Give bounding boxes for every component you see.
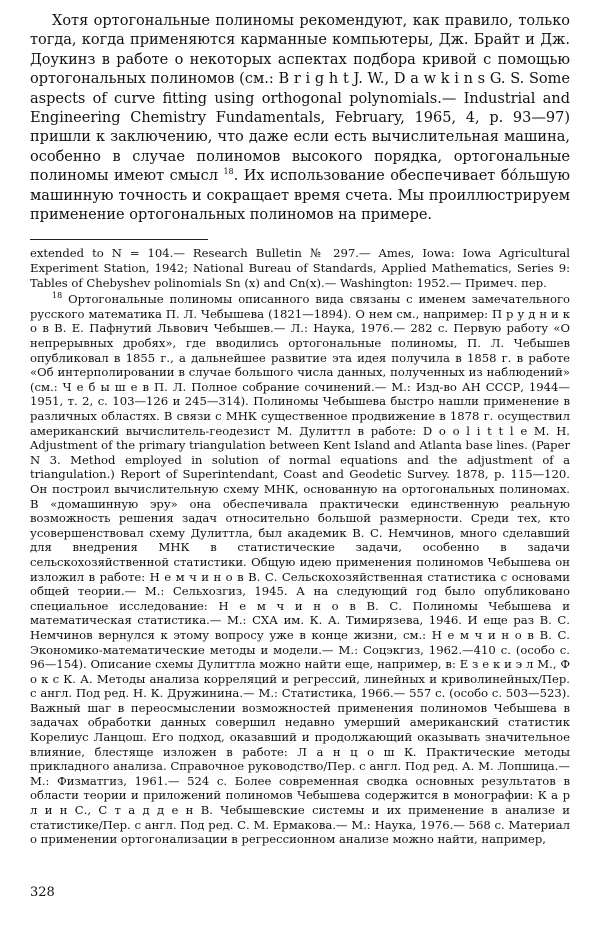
footnote-continuation: extended to N = 104.— Research Bulletin № 297.— Ames, Iowa: Iowa Agricultural Experiment Station, 1942; National Bureau of Standards, Applied Mathematics, Series 9: Tables of Chebyshev polinomials Sn (x) and Cn(x).— Washington: 1952.— Примеч. пер. bbox=[30, 246, 570, 290]
footnote-separator bbox=[30, 239, 208, 240]
footnote-ref-18: 18 bbox=[223, 167, 234, 177]
main-text: Хотя ортогональные полиномы рекомендуют, как правило, только тогда, когда применяются карманные компьютеры, Дж. Брайт и Дж. Доукинз в работе о некоторых аспектах подбора кривой с помощью ортогональных полиномов (см.: B r i g h t J. W., D a w k i n s G. S. Some aspects of curve fitting using orthogonal polynomials.— Industrial and Engineering Chemistry Fundamentals, February, 1965, 4, p. 93—97) пришли к заключению, что даже если есть вычислительная машина, особенно в случае полиномов высокого порядка, ортогональные полиномы имеют смысл bbox=[30, 13, 570, 185]
footnote-18-marker: 18 bbox=[52, 291, 63, 301]
main-paragraph bbox=[30, 12, 570, 225]
footnote-18 bbox=[30, 292, 570, 847]
page-number: 328 bbox=[30, 885, 55, 900]
main-text-end: . Их использование обеспечивает бо́льшую машинную точность и сокращает время счета. Мы проиллюстрируем применение ортогональных полиномов на примере. bbox=[30, 168, 570, 224]
footnote-18-text: Ортогональные полиномы описанного вида связаны с именем замечательного русского математика П. Л. Чебышева (1821—1894). О нем см., например: П р у д н и к о в В. Е. Пафнутий Львович Чебышев.— Л.: Наука, 1976.— 282 с. Первую работу «О непрерывных дробях», где вводились ортогональные полиномы, П. Л. Чебышев опубликовал в 1855 г., а дальнейшее развитие эта идея получила в 1858 г. в работе «Об интерполировании в случае большого числа данных, полученных из наблюдений» (см.: Ч е б ы ш е в П. Л. Полное собрание сочинений.— М.: Изд-во АН СССР, 1944—1951, т. 2, с. 103—126 и 245—314). Полиномы Чебышева быстро нашли применение в различных областях. В связи с МНК существенное продвижение в 1878 г. осуществил американский вычислитель-геодезист М. Дулиттл в работе: D o o l i t t l e M. H. Adjustment of the primary triangulation between Kent Island and Atlanta base lines. (Paper N 3. Method employed in solution of normal equations and the adjustment of a triangulation.) Report of Superintendant, Coast and Geodetic Survey. 1878, p. 115—120. Он построил вычислительную схему МНК, основанную на ортогональных полиномах. В «домашинную эру» она обеспечивала практически единственную реальную возможность решения задач относительно большой размерности. Среди тех, кто усовершенствовал схему Дулиттла, был академик В. С. Немчинов, много сделавший для внедрения МНК в статистические задачи, особенно в задачи сельскохозяйственной статистики. Общую идею применения полиномов Чебышева он изложил в работе: Н е м ч и н о в В. С. Сельскохозяйственная статистика с основами общей теории.— М.: Сельхозгиз, 1945. А на следующий год было опубликовано специальное исследование: Н е м ч и н о в В. С. Полиномы Чебышева и математическая статистика.— М.: СХА им. К. А. Тимирязева, 1946. И еще раз В. С. Немчинов вернулся к этому вопросу уже в конце жизни, см.: Н е м ч и н о в В. С. Экономико-математические методы и модели.— М.: Соцэкгиз, 1962.—410 с. (особо с. 96—154). Описание схемы Дулиттла можно найти еще, например, в: Е з е к и э л М., Ф о к с К. А. Методы анализа корреляций и регрессий, линейных и криволинейных/Пер. с англ. Под ред. Н. К. Дружинина.— М.: Статистика, 1966.— 557 с. (особо с. 503—523). Важный шаг в переосмыслении возможностей применения полиномов Чебышева в задачах обработки данных совершил недавно умерший американский статистик Корелиус Ланцош. Его подход, оказавший и продолжающий оказывать значительное влияние, блестяще изложен в работе: Л а н ц о ш К. Практические методы прикладного анализа. Справочное руководство/Пер. с англ. Под ред. А. М. Лопшица.— М.: Физматгиз, 1961.— 524 с. Более современная сводка основных результатов в области теории и приложений полиномов Чебышева содержится в монографии: К а р л и н С., С т а д д е н В. Чебышевские системы и их применение в анализе и статистике/Пер. с англ. Под ред. С. М. Ермакова.— М.: Наука, 1976.— 568 с. Материал о применении ортогонализации в регрессионном анализе можно найти, например, bbox=[30, 292, 571, 847]
